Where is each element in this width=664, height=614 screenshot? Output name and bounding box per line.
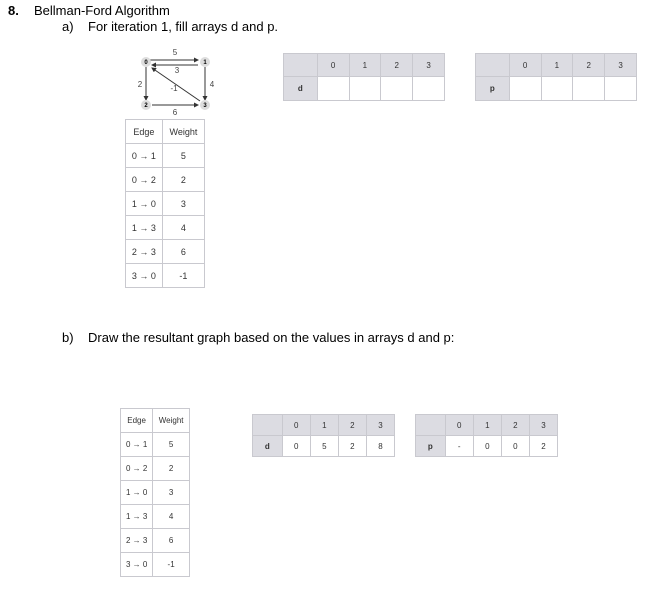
graph-node: 2 <box>144 103 148 109</box>
table-row: 0 → 2 2 <box>126 168 205 192</box>
edge-weight: 6 <box>172 108 178 115</box>
p-cell[interactable] <box>573 77 605 101</box>
d-cell[interactable] <box>349 77 381 101</box>
p-cell[interactable] <box>605 77 637 101</box>
part-a-text: For iteration 1, fill arrays d and p. <box>88 19 279 34</box>
part-b-text: Draw the resultant graph based on the values in arrays d and p: <box>88 330 455 345</box>
header-weight: Weight <box>162 120 204 144</box>
table-row: 2 → 3 6 <box>121 529 190 553</box>
table-row: 3 → 0 -1 <box>126 264 205 288</box>
table-row: 1 → 0 3 <box>121 481 190 505</box>
d-cell[interactable] <box>381 77 413 101</box>
edge-weight: 5 <box>172 48 178 57</box>
d-cell[interactable] <box>317 77 349 101</box>
table-row: 0 → 1 5 <box>126 144 205 168</box>
p-cell[interactable] <box>541 77 573 101</box>
table-row: 1 → 3 4 <box>126 216 205 240</box>
question-title: Bellman-Ford Algorithm <box>34 3 170 18</box>
p-cell[interactable] <box>509 77 541 101</box>
d-array-result: 0 1 2 3 d 0 5 2 8 <box>252 414 395 457</box>
part-a-label: a) <box>62 19 74 34</box>
p-array-result: 0 1 2 3 p - 0 0 2 <box>415 414 558 457</box>
graph-node: 0 <box>144 60 148 66</box>
question-number: 8. <box>8 3 19 18</box>
d-cell[interactable] <box>413 77 445 101</box>
graph-diagram <box>130 45 215 115</box>
table-row: 2 → 3 6 <box>126 240 205 264</box>
table-row: 1 → 3 4 <box>121 505 190 529</box>
table-row: 3 → 0 -1 <box>121 553 190 577</box>
p-array-empty: 0 1 2 3 p <box>475 53 637 101</box>
edge-weight: -1 <box>170 84 178 93</box>
edge-weight: 2 <box>137 80 143 89</box>
graph-node: 3 <box>203 103 207 109</box>
table-row: 0 → 1 5 <box>121 433 190 457</box>
edge-table <box>125 119 205 288</box>
d-array-empty: 0 1 2 3 d <box>283 53 445 101</box>
edge-weight: 3 <box>174 66 180 75</box>
edge-weight: 4 <box>209 80 215 89</box>
edge-table-b: Edge Weight 0 → 1 5 0 → 2 2 1 → 0 3 1 → 3 4 2 → 3 6 3 → 0 -1 <box>120 408 190 577</box>
table-row: 0 → 2 2 <box>121 457 190 481</box>
part-b-label: b) <box>62 330 74 345</box>
table-row: 1 → 0 3 <box>126 192 205 216</box>
header-edge: Edge <box>126 120 163 144</box>
graph-node: 1 <box>203 60 207 66</box>
